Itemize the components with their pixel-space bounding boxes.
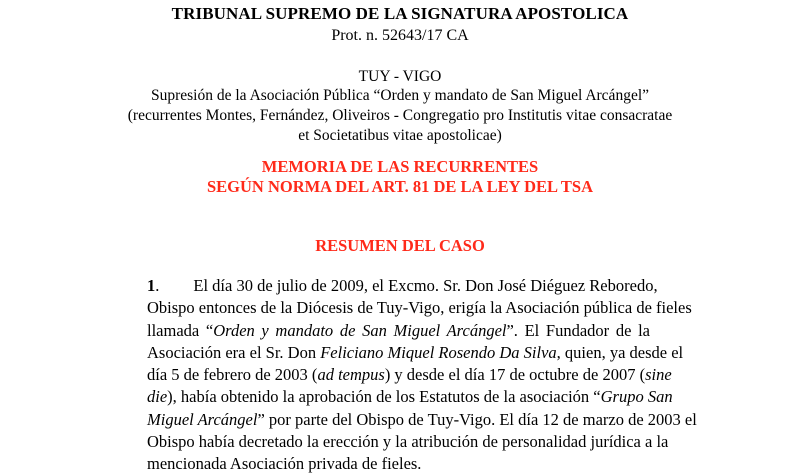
italic-run: Miguel Arcángel — [147, 409, 258, 429]
italic-run: die — [147, 387, 168, 407]
paragraph-line — [147, 320, 650, 342]
paragraph-line — [147, 431, 669, 453]
italic-run: sine — [645, 365, 672, 385]
case-subject-line: (recurrentes Montes, Fernández, Oliveiros - Congregatio pro Institutis vitae consacratae — [127, 107, 673, 124]
italic-run: Feliciano Miquel Rosendo Da Silva — [320, 342, 557, 362]
case-subject — [0, 86, 800, 146]
memoria-line: MEMORIA DE LAS RECURRENTES — [261, 157, 539, 176]
paragraph-line — [147, 364, 672, 386]
text-run: Asociación era el Sr. Don — [147, 342, 321, 362]
court-title: TRIBUNAL SUPREMO DE LA SIGNATURA APOSTOLICA — [171, 4, 629, 23]
case-place: TUY - VIGO — [358, 68, 442, 85]
case-subject-line: Supresión de la Asociación Pública “Orden y mandato de San Miguel Arcángel” — [150, 87, 650, 104]
text-run: El día 30 de julio de 2009, el Excmo. Sr. Don José Diéguez Reboredo, — [193, 276, 658, 295]
text-run: llamada “ — [147, 320, 214, 340]
text-run: ), había obtenido la aprobación de los Estatutos de la asociación “ — [167, 387, 601, 407]
text-run: mencionada Asociación privada de fieles. — [147, 454, 422, 474]
paragraph-line — [147, 297, 692, 319]
text-run: ”. El Fundador de la — [506, 320, 650, 340]
text-run: , quien, ya desde el — [556, 342, 684, 362]
paragraph-line — [147, 453, 650, 475]
paragraph-line — [147, 386, 673, 408]
paragraph-1 — [147, 275, 697, 476]
paragraph-number: 1 — [147, 276, 156, 295]
text-run: día 5 de febrero de 2003 ( — [147, 365, 318, 385]
paragraph-line — [147, 409, 697, 431]
case-subject-line: et Societatibus vitae apostolicae) — [298, 127, 502, 144]
resumen-heading: RESUMEN DEL CASO — [315, 236, 485, 255]
italic-run: Orden y mandato de San Miguel Arcángel — [213, 320, 507, 340]
text-run: ) y desde el día 17 de octubre de 2007 ( — [384, 365, 646, 385]
text-run: Obispo había decretado la erección y la atribución de personalidad jurídica a la — [147, 432, 669, 452]
paragraph-number-suffix: . — [155, 276, 160, 295]
paragraph-line — [147, 275, 658, 297]
protocol-number: Prot. n. 52643/17 CA — [331, 27, 469, 44]
italic-run: Grupo San — [600, 387, 673, 407]
memoria-line: SEGÚN NORMA DEL ART. 81 DE LA LEY DEL TSA — [206, 177, 594, 196]
text-run: ” por parte del Obispo de Tuy-Vigo. El día 12 de marzo de 2003 el — [257, 409, 697, 429]
paragraph-line — [147, 342, 684, 364]
memoria-heading — [0, 157, 800, 197]
text-run: Obispo entonces de la Diócesis de Tuy-Vigo, erigía la Asociación pública de fieles — [147, 298, 692, 318]
italic-run: ad tempus — [317, 365, 385, 385]
